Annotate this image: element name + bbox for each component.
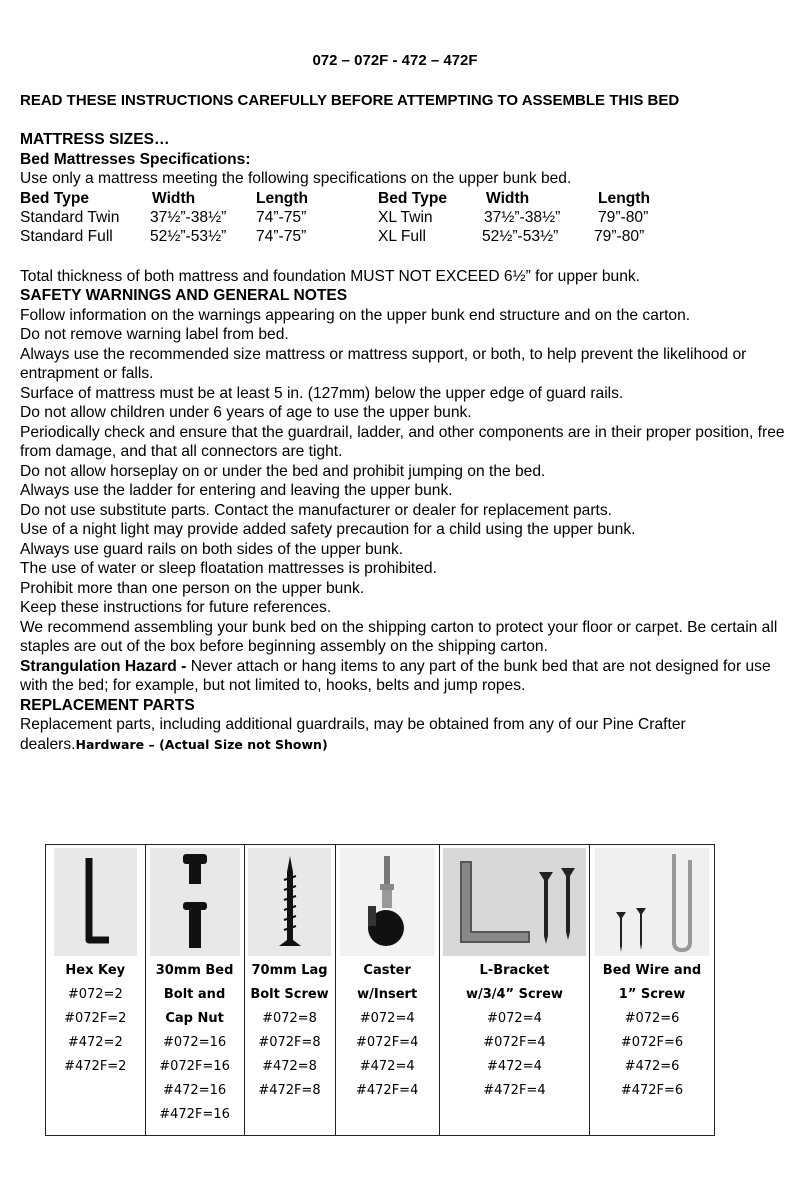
hardware-count: #072F=6 (620, 1035, 684, 1050)
size-width: 37½”-38½” (484, 208, 561, 226)
hardware-count: #072F=2 (64, 1011, 127, 1026)
col-width-right: Width (486, 189, 530, 207)
hardware-count: #472=6 (624, 1059, 680, 1074)
size-type: XL Twin (378, 208, 433, 226)
safety-line: Always use the ladder for entering and leaving the upper bunk. (20, 482, 453, 499)
hardware-cell-l-bracket (439, 845, 589, 1136)
hardware-count: #072=4 (487, 1011, 542, 1026)
replacement-text-wrap (20, 715, 795, 754)
size-type: XL Full (378, 227, 426, 245)
thickness-note: Total thickness of both mattress and foundation MUST NOT EXCEED 6½” for upper bunk. (20, 267, 641, 285)
hardware-title: Hardware – (Actual Size not Shown) (75, 736, 328, 752)
hardware-count: #072=8 (262, 1011, 317, 1026)
size-type: Standard Full (20, 227, 113, 245)
col-length-right: Length (598, 189, 650, 207)
safety-line: Always use guard rails on both sides of the upper bunk. (20, 540, 404, 558)
hardware-name: L-Bracket (479, 963, 550, 978)
safety-line: Use of a night light may provide added safety precaution for a child using the upper bunk. (20, 521, 636, 538)
safety-line: Do not use substitute parts. Contact the manufacturer or dealer for replacement parts. (20, 501, 612, 519)
size-length: 79”-80” (594, 227, 645, 245)
bed-wire-image (595, 848, 709, 956)
size-length: 74”-75” (256, 227, 307, 245)
hardware-name: 1” Screw (618, 987, 686, 1002)
hardware-cell-bed-wire (590, 845, 715, 1136)
hardware-name: Hex Key (65, 963, 126, 978)
hardware-name: 30mm Bed (155, 963, 234, 978)
hardware-name: Caster (363, 963, 411, 978)
read-instructions-heading: READ THESE INSTRUCTIONS CAREFULLY BEFORE ATTEMPTING TO ASSEMBLE THIS BED (20, 92, 680, 109)
hardware-cell-lag-bolt (244, 845, 335, 1136)
lag-bolt-image (248, 848, 331, 956)
hardware-count: #472=16 (162, 1083, 227, 1098)
col-bed-type-right: Bed Type (378, 189, 448, 207)
mattress-intro: Use only a mattress meeting the following specifications on the upper bunk bed. (20, 170, 572, 187)
l-bracket-image (443, 848, 586, 956)
hardware-name: Cap Nut (165, 1011, 224, 1026)
safety-line: Periodically check and ensure that the guardrail, ladder, and other components are in their proper position, free from damage, and that all connectors are tight. (20, 423, 785, 460)
safety-line: We recommend assembling your bunk bed on the shipping carton to protect your floor or carpet. Be certain all staples are out of the box before beginning assembly on the shipping carton. (20, 618, 778, 655)
hardware-name: w/Insert (357, 987, 418, 1002)
size-type: Standard Twin (20, 208, 120, 226)
safety-line: Do not allow children under 6 years of age to use the upper bunk. (20, 404, 472, 421)
safety-line: Prohibit more than one person on the upper bunk. (20, 579, 365, 597)
hardware-cell-hex-key (46, 845, 146, 1136)
size-length: 79”-80” (598, 208, 649, 226)
strangulation-warning (20, 657, 795, 696)
safety-heading: SAFETY WARNINGS AND GENERAL NOTES (20, 287, 348, 304)
safety-line: Surface of mattress must be at least 5 in. (127mm) below the upper edge of guard rails. (20, 384, 624, 402)
hardware-count: #072=16 (162, 1035, 227, 1050)
hardware-count: #472=4 (487, 1059, 542, 1074)
hardware-count: #472=2 (67, 1035, 123, 1050)
safety-line: Keep these instructions for future references. (20, 599, 332, 616)
safety-line: Always use the recommended size mattress or mattress support, or both, to help prevent the likelihood or entrapment or falls. (20, 345, 747, 382)
hardware-table (45, 844, 715, 1136)
mattress-subheading: Bed Mattresses Specifications: (20, 150, 251, 168)
hardware-name: Bed Wire and (602, 963, 702, 978)
hardware-name: Bolt and (163, 987, 226, 1002)
col-width-left: Width (152, 189, 196, 207)
strangulation-label: Strangulation Hazard - (20, 657, 187, 675)
strangulation-text: Never attach or hang items to any part of the bunk bed that are not designed for use with the bed; for example, but not limited to, hooks, belts and jump ropes. (20, 657, 771, 694)
mattress-size-table (20, 189, 795, 249)
bed-bolt-image (150, 848, 240, 956)
hardware-count: #072=6 (624, 1011, 680, 1026)
document-body (20, 130, 795, 754)
safety-line: Do not remove warning label from bed. (20, 326, 289, 343)
hardware-count: #472F=6 (620, 1083, 684, 1098)
size-width: 52½”-53½” (482, 227, 559, 245)
caster-image (340, 848, 435, 956)
size-length: 74”-75” (256, 208, 307, 226)
hardware-count: #072F=8 (258, 1035, 321, 1050)
replacement-text: Replacement parts, including additional guardrails, may be obtained from any of our Pine Crafter dealers. (20, 716, 686, 753)
hardware-count: #472F=8 (258, 1083, 321, 1098)
hardware-count: #472F=2 (64, 1059, 127, 1074)
size-width: 37½”-38½” (150, 208, 227, 226)
mattress-heading: MATTRESS SIZES… (20, 131, 170, 148)
hardware-count: #072F=16 (159, 1059, 230, 1074)
safety-line: Do not allow horseplay on or under the bed and prohibit jumping on the bed. (20, 462, 546, 480)
hardware-count: #472F=4 (483, 1083, 546, 1098)
col-length-left: Length (256, 189, 308, 207)
hardware-cell-bed-bolt (145, 845, 244, 1136)
hardware-count: #472=8 (262, 1059, 317, 1074)
hardware-name: w/3/4” Screw (465, 987, 563, 1002)
hardware-count: #072=4 (359, 1011, 415, 1026)
hardware-name: 70mm Lag (251, 963, 328, 978)
safety-line: Follow information on the warnings appearing on the upper bunk end structure and on the carton. (20, 306, 691, 324)
model-numbers: 072 – 072F - 472 – 472F (312, 52, 478, 69)
hardware-count: #472F=4 (356, 1083, 419, 1098)
hex-key-image (54, 848, 137, 956)
size-width: 52½”-53½” (150, 227, 227, 245)
hardware-count: #072=2 (67, 987, 123, 1002)
hardware-count: #472F=16 (159, 1107, 230, 1122)
hardware-name: Bolt Screw (250, 987, 329, 1002)
hardware-count: #072F=4 (356, 1035, 419, 1050)
hardware-cell-caster (335, 845, 439, 1136)
col-bed-type-left: Bed Type (20, 189, 90, 207)
replacement-heading: REPLACEMENT PARTS (20, 696, 195, 714)
safety-line: The use of water or sleep floatation mattresses is prohibited. (20, 560, 437, 577)
hardware-count: #472=4 (359, 1059, 415, 1074)
hardware-count: #072F=4 (483, 1035, 546, 1050)
